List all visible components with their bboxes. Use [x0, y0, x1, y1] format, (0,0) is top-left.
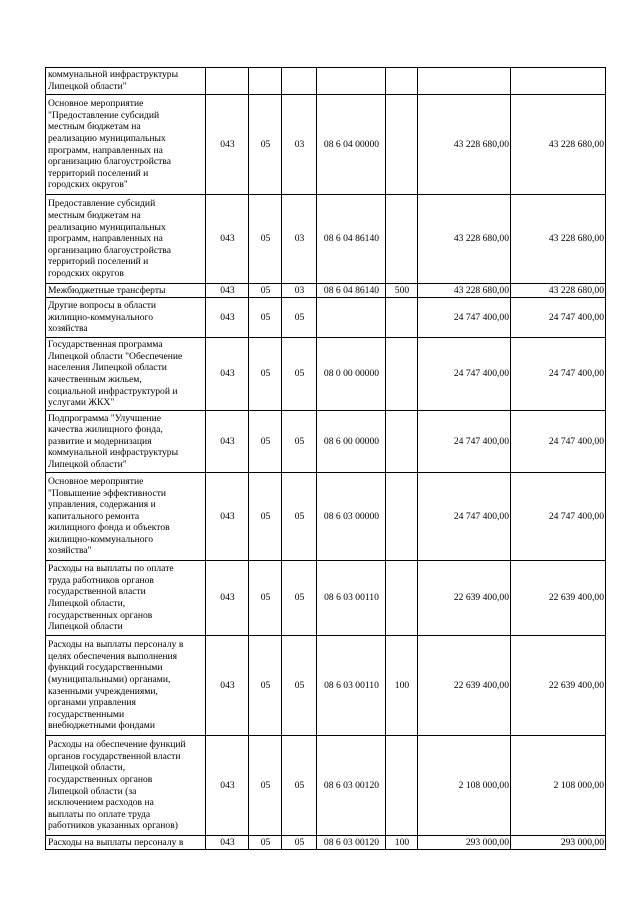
cell-expense-type [386, 68, 418, 95]
cell-podrazdel: 05 [282, 338, 317, 411]
cell-target-article: 08 6 03 00120 [317, 736, 386, 836]
cell-sum-year1: 43 228 680,00 [418, 95, 511, 195]
cell-name-text: Другие вопросы в области жилищно-коммунального хозяйства [48, 300, 157, 335]
cell-target-article [317, 298, 386, 338]
cell-expense-type [386, 411, 418, 473]
cell-podrazdel: 05 [282, 836, 317, 850]
table-row [46, 195, 606, 284]
cell-expense-type [386, 561, 418, 636]
cell-razdel [249, 68, 282, 95]
cell-target-article: 08 6 04 86140 [317, 284, 386, 298]
cell-ved: 043 [206, 95, 249, 195]
cell-ved: 043 [206, 561, 249, 636]
cell-sum-year1: 22 639 400,00 [418, 561, 511, 636]
table-row [46, 338, 606, 411]
budget-table [45, 67, 606, 850]
cell-razdel: 05 [249, 736, 282, 836]
cell-ved: 043 [206, 473, 249, 561]
cell-name [46, 338, 206, 411]
cell-expense-type: 100 [386, 836, 418, 850]
cell-target-article: 08 6 04 00000 [317, 95, 386, 195]
table-row [46, 298, 606, 338]
cell-expense-type [386, 736, 418, 836]
cell-name [46, 411, 206, 473]
cell-podrazdel [282, 68, 317, 95]
cell-name [46, 95, 206, 195]
cell-ved: 043 [206, 736, 249, 836]
table-row [46, 411, 606, 473]
cell-expense-type [386, 298, 418, 338]
cell-podrazdel: 03 [282, 95, 317, 195]
cell-name-text: Расходы на обеспечение функций органов государственной власти Липецкой области, государственных органов Липецкой области (за исключением расходов на выплаты по оплате труда работников указанных органов) [48, 739, 186, 832]
cell-target-article: 08 6 03 00000 [317, 473, 386, 561]
cell-sum-year2 [511, 68, 606, 95]
cell-name-text: коммунальной инфраструктуры Липецкой области" [48, 69, 179, 92]
cell-name-text: Расходы на выплаты по оплате труда работников органов государственной власти Липецкой области, государственных органов Липецкой области [48, 563, 174, 633]
cell-sum-year1: 24 747 400,00 [418, 473, 511, 561]
cell-target-article: 08 6 03 00110 [317, 561, 386, 636]
cell-podrazdel: 03 [282, 284, 317, 298]
cell-ved: 043 [206, 411, 249, 473]
cell-razdel: 05 [249, 338, 282, 411]
cell-expense-type: 100 [386, 636, 418, 736]
cell-razdel: 05 [249, 95, 282, 195]
cell-target-article: 08 6 04 86140 [317, 195, 386, 284]
cell-name-text: Подпрограмма "Улучшение качества жилищного фонда, развитие и модернизация коммунальной инфраструктуры Липецкой области" [48, 412, 179, 470]
cell-name-text: Основное мероприятие "Повышение эффективности управления, содержания и капитального ремонта жилищного фонда и объектов жилищно-коммунального хозяйства" [48, 475, 170, 557]
cell-name [46, 284, 206, 298]
cell-sum-year1: 43 228 680,00 [418, 284, 511, 298]
cell-ved [206, 68, 249, 95]
cell-sum-year1: 24 747 400,00 [418, 411, 511, 473]
table-row [46, 68, 606, 95]
cell-razdel: 05 [249, 411, 282, 473]
cell-podrazdel: 05 [282, 473, 317, 561]
cell-sum-year1: 43 228 680,00 [418, 195, 511, 284]
cell-expense-type [386, 473, 418, 561]
cell-sum-year1: 24 747 400,00 [418, 338, 511, 411]
cell-ved: 043 [206, 836, 249, 850]
cell-name-text: Расходы на выплаты персоналу в [48, 836, 184, 848]
cell-podrazdel: 05 [282, 298, 317, 338]
cell-name [46, 736, 206, 836]
cell-sum-year1: 2 108 000,00 [418, 736, 511, 836]
cell-expense-type [386, 195, 418, 284]
cell-target-article: 08 6 03 00120 [317, 836, 386, 850]
cell-target-article [317, 68, 386, 95]
cell-sum-year2: 22 639 400,00 [511, 561, 606, 636]
cell-name [46, 195, 206, 284]
cell-razdel: 05 [249, 195, 282, 284]
cell-expense-type: 500 [386, 284, 418, 298]
table-row [46, 561, 606, 636]
cell-name-text: Основное мероприятие "Предоставление субсидий местным бюджетам на реализацию муниципальных программ, направленных на организацию благоустройства территорий поселений и городских округов" [48, 98, 171, 191]
cell-podrazdel: 05 [282, 561, 317, 636]
cell-target-article: 08 6 03 00110 [317, 636, 386, 736]
cell-name-text: Межбюджетные трансферты [48, 284, 166, 296]
cell-podrazdel: 05 [282, 636, 317, 736]
cell-razdel: 05 [249, 636, 282, 736]
cell-sum-year1: 24 747 400,00 [418, 298, 511, 338]
cell-ved: 043 [206, 298, 249, 338]
cell-razdel: 05 [249, 284, 282, 298]
cell-name-text: Расходы на выплаты персоналу в целях обеспечения выполнения функций государственными (муниципальными) органами, казенными учреждениями, органами управления государственными внебюджетными фондами [48, 639, 184, 732]
cell-name [46, 836, 206, 850]
cell-razdel: 05 [249, 298, 282, 338]
cell-sum-year2: 2 108 000,00 [511, 736, 606, 836]
cell-sum-year1: 22 639 400,00 [418, 636, 511, 736]
cell-sum-year2: 24 747 400,00 [511, 473, 606, 561]
cell-ved: 043 [206, 338, 249, 411]
cell-sum-year2: 43 228 680,00 [511, 284, 606, 298]
cell-sum-year2: 22 639 400,00 [511, 636, 606, 736]
cell-ved: 043 [206, 284, 249, 298]
table-row [46, 736, 606, 836]
cell-name [46, 68, 206, 95]
cell-sum-year2: 43 228 680,00 [511, 95, 606, 195]
cell-sum-year2: 24 747 400,00 [511, 338, 606, 411]
table-row [46, 95, 606, 195]
cell-razdel: 05 [249, 473, 282, 561]
cell-podrazdel: 05 [282, 411, 317, 473]
cell-sum-year2: 24 747 400,00 [511, 411, 606, 473]
cell-ved: 043 [206, 636, 249, 736]
cell-name-text: Государственная программа Липецкой области "Обеспечение населения Липецкой области качественным жильем, социальной инфраструктурой и услугами ЖКХ" [48, 339, 183, 409]
table-row [46, 836, 606, 850]
cell-sum-year2: 293 000,00 [511, 836, 606, 850]
cell-name [46, 561, 206, 636]
cell-expense-type [386, 338, 418, 411]
table-row [46, 284, 606, 298]
table-row [46, 636, 606, 736]
cell-target-article: 08 6 00 00000 [317, 411, 386, 473]
cell-name [46, 636, 206, 736]
cell-sum-year2: 24 747 400,00 [511, 298, 606, 338]
table-body [46, 68, 606, 850]
cell-razdel: 05 [249, 561, 282, 636]
cell-target-article: 08 0 00 00000 [317, 338, 386, 411]
cell-name [46, 298, 206, 338]
cell-podrazdel: 03 [282, 195, 317, 284]
cell-name [46, 473, 206, 561]
cell-sum-year1 [418, 68, 511, 95]
cell-name-text: Предоставление субсидий местным бюджетам на реализацию муниципальных программ, направленных на организацию благоустройства территорий поселений и городских округов [48, 198, 171, 279]
cell-podrazdel: 05 [282, 736, 317, 836]
cell-sum-year1: 293 000,00 [418, 836, 511, 850]
cell-sum-year2: 43 228 680,00 [511, 195, 606, 284]
table-row [46, 473, 606, 561]
cell-expense-type [386, 95, 418, 195]
cell-razdel: 05 [249, 836, 282, 850]
cell-ved: 043 [206, 195, 249, 284]
